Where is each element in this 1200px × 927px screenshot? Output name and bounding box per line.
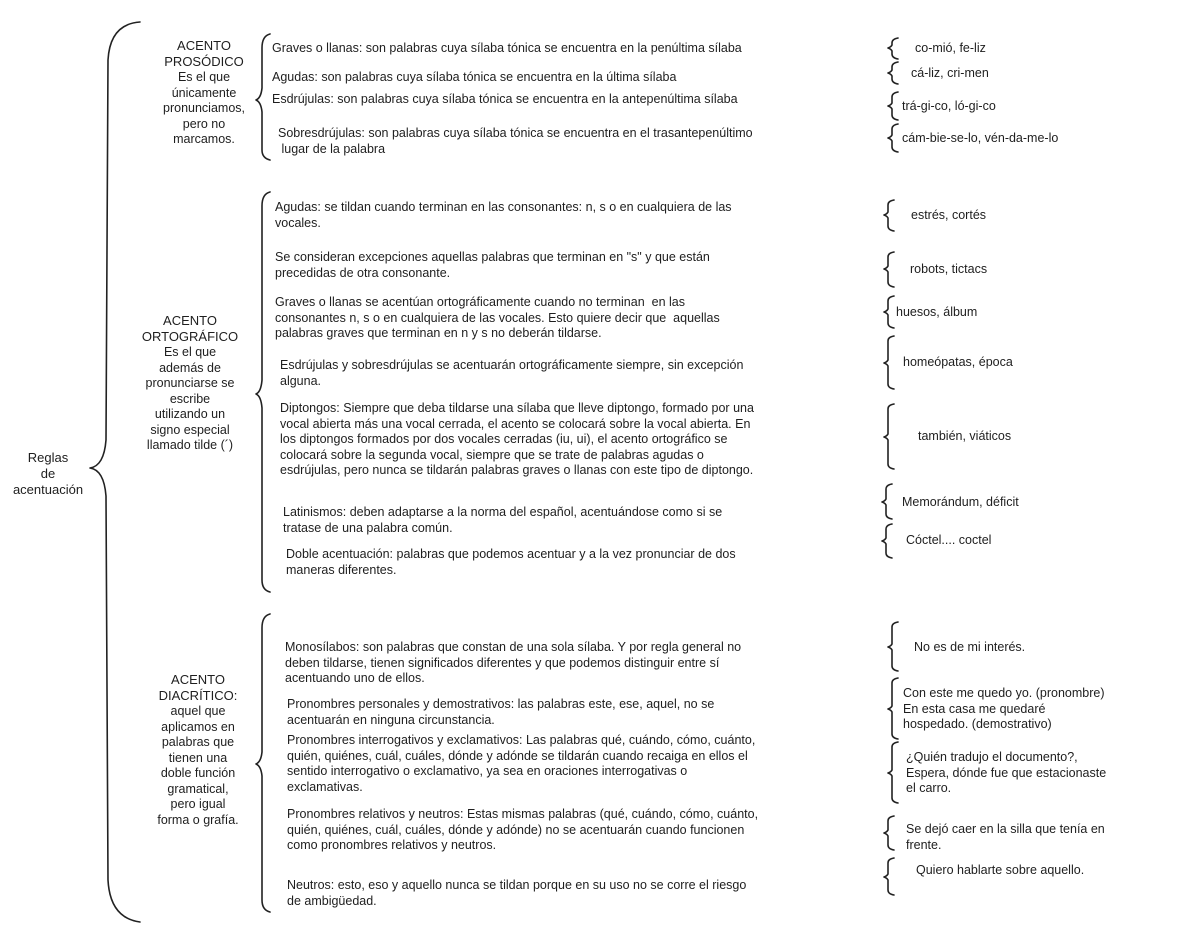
root-label: Reglas de acentuación — [12, 450, 84, 497]
example-brace — [884, 252, 894, 287]
rule-text: Agudas: se tildan cuando terminan en las consonantes: n, s o en cualquiera de las vocales. — [275, 200, 732, 230]
rule-text: Neutros: esto, eso y aquello nunca se tildan porque en su uso no se corre el riesgo de ambigüedad. — [287, 878, 747, 908]
rule-text: Graves o llanas se acentúan ortográficamente cuando no terminan en las consonantes n, s o en cualquiera de las vocales. Esto quiere decir que aquellas palabras graves que terminan en n y s no deberán tildarse. — [275, 295, 720, 340]
rule-text: Agudas: son palabras cuya sílaba tónica se encuentra en la última sílaba — [272, 70, 677, 84]
example-brace — [888, 92, 898, 120]
example-brace — [882, 484, 892, 519]
example-text: ¿Quién tradujo el documento?, Espera, dónde fue que estacionaste el carro. — [906, 750, 1107, 795]
rule-text: Esdrújulas: son palabras cuya sílaba tónica se encuentra en la antepenúltima sílaba — [272, 92, 738, 106]
example-text: Se dejó caer en la silla que tenía en frente. — [906, 822, 1105, 852]
section-title-diacritic: ACENTO DIACRÍTICO: — [158, 672, 238, 703]
example-text: homeópatas, época — [903, 355, 1013, 369]
example-text: Memorándum, déficit — [902, 495, 1019, 509]
rule-text: Pronombres relativos y neutros: Estas mismas palabras (qué, cuándo, cómo, cuánto, quién, quiénes, cuál, cuáles, dónde y adónde) no se acentuarán cuando funcionen como pronombres relativos y neutros. — [287, 807, 759, 852]
rule-text: Sobresdrújulas: son palabras cuya sílaba tónica se encuentra en el trasantepenúltimo lugar de la palabra — [278, 126, 753, 156]
example-brace — [888, 742, 898, 803]
example-brace — [884, 296, 894, 328]
root-brace — [90, 22, 140, 922]
example-brace — [888, 678, 898, 739]
rule-text: Doble acentuación: palabras que podemos acentuar y a la vez pronunciar de dos maneras diferentes. — [286, 547, 736, 577]
example-text: huesos, álbum — [896, 305, 978, 319]
example-text: trá-gi-co, ló-gi-co — [902, 99, 996, 113]
diacritic-brace — [256, 614, 270, 912]
section-description-orthographic: Es el que además de pronunciarse se escribe utilizando un signo especial llamado tilde (´) — [145, 345, 235, 452]
example-text: co-mió, fe-liz — [915, 41, 986, 55]
example-brace — [888, 38, 898, 59]
example-brace — [888, 622, 898, 671]
example-brace — [888, 62, 898, 84]
rule-text: Diptongos: Siempre que deba tildarse una sílaba que lleve diptongo, formado por una vocal abierta más una vocal cerrada, el acento se colocará sobre la vocal abierta. En los diptongos formados por dos vocales cerradas (iu, ui), el acento ortográfico se colocará sobre la segunda vocal, siempre que se trate de palabras agudas o esdrújulas, pero nunca se tildarán palabras graves o llanas con este tipo de diptongo. — [280, 401, 754, 477]
example-text: cá-liz, cri-men — [911, 66, 989, 80]
orthographic-brace — [256, 192, 270, 592]
example-text: robots, tictacs — [910, 262, 988, 276]
example-text: estrés, cortés — [911, 208, 987, 222]
example-text: Quiero hablarte sobre aquello. — [916, 863, 1085, 877]
rule-text: Esdrújulas y sobresdrújulas se acentuarán ortográficamente siempre, sin excepción alguna. — [280, 358, 744, 388]
example-brace — [884, 336, 894, 389]
example-text: Cóctel.... coctel — [906, 533, 992, 547]
rule-text: Pronombres personales y demostrativos: las palabras este, ese, aquel, no se acentuarán en ninguna circunstancia. — [287, 697, 715, 727]
rule-text: Latinismos: deben adaptarse a la norma del español, acentuándose como si se tratase de una palabra común. — [283, 505, 723, 535]
section-description-prosodic: Es el que únicamente pronunciamos, pero no marcamos. — [163, 70, 245, 146]
rule-text: Se consideran excepciones aquellas palabras que terminan en "s" y que están precedidas de otra consonante. — [275, 250, 710, 280]
rule-text: Graves o llanas: son palabras cuya sílaba tónica se encuentra en la penúltima sílaba — [272, 41, 742, 55]
example-text: No es de mi interés. — [914, 640, 1026, 654]
rule-text: Monosílabos: son palabras que constan de una sola sílaba. Y por regla general no deben tildarse, tienen significados diferentes y que podemos distinguir entre sí acentuando uno de ellos. — [285, 640, 742, 685]
example-brace — [884, 404, 894, 469]
rule-text: Pronombres interrogativos y exclamativos: Las palabras qué, cuándo, cómo, cuánto, quién, quiénes, cuál, cuáles, dónde y adónde se tildarán cuando recaiga en ellos el sentido interrogativo o exclamativo, ya sea en oraciones interrogativas o exclamativas. — [287, 733, 756, 794]
section-title-orthographic: ACENTO ORTOGRÁFICO — [141, 313, 239, 344]
example-text: Con este me quedo yo. (pronombre) En esta casa me quedaré hospedado. (demostrativo) — [903, 686, 1105, 731]
example-text: también, viáticos — [918, 429, 1012, 443]
example-text: cám-bie-se-lo, vén-da-me-lo — [902, 131, 1059, 145]
section-title-prosodic: ACENTO PROSÓDICO — [164, 38, 244, 69]
example-brace — [888, 124, 898, 152]
section-description-diacritic: aquel que aplicamos en palabras que tienen una doble función gramatical, pero igual forma o grafía. — [157, 704, 239, 827]
prosodic-brace — [256, 34, 270, 160]
example-brace — [884, 200, 894, 231]
